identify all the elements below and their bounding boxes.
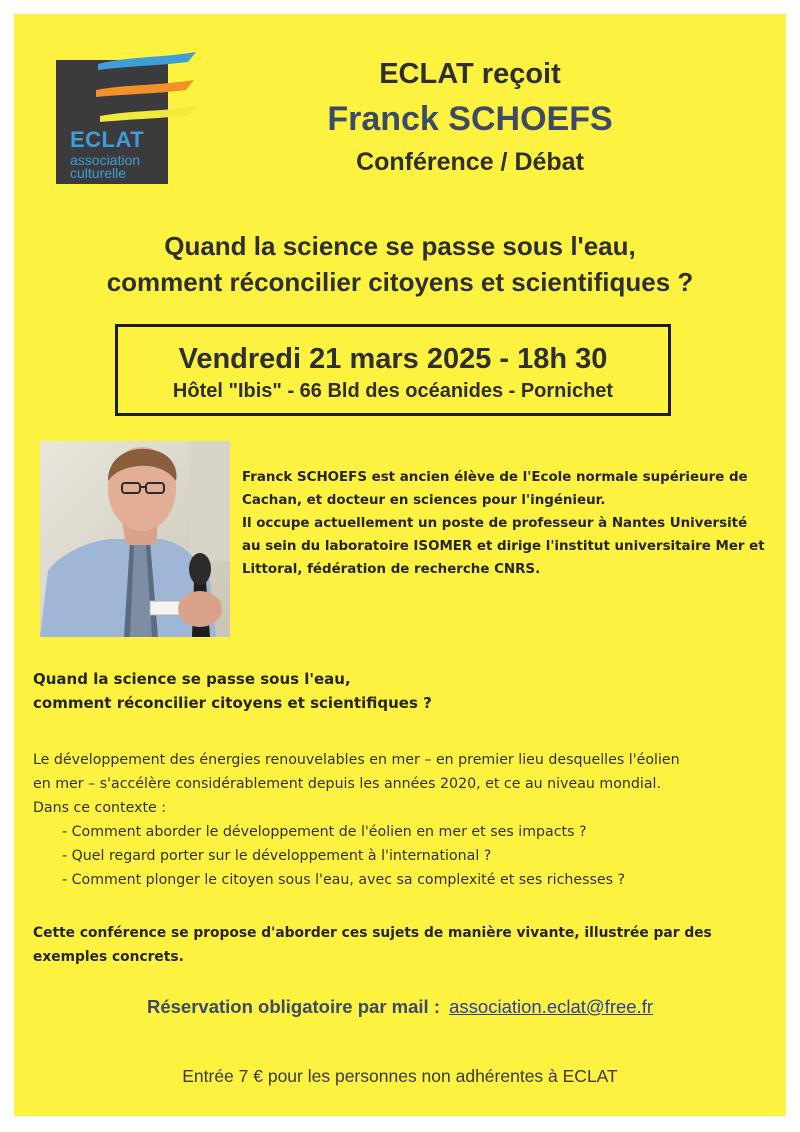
logo-name: ECLAT — [70, 127, 145, 152]
bullet-item: - Comment plonger le citoyen sous l'eau, avec sa complexité et ses richesses ? — [62, 872, 626, 888]
bio-line: Il occupe actuellement un poste de professeur à Nantes Université — [242, 516, 748, 531]
speaker-bio — [242, 466, 772, 581]
header-event-type: Conférence / Débat — [356, 148, 584, 176]
event-venue: Hôtel "Ibis" - 66 Bld des océanides - Pornichet — [172, 380, 614, 402]
logo-subtitle-2: culturelle — [70, 165, 127, 181]
bullet-item: - Comment aborder le développement de l'éolien en mer et ses impacts ? — [62, 824, 587, 840]
body-paragraph-line: Dans ce contexte : — [33, 800, 167, 816]
entry-fee: Entrée 7 € pour les personnes non adhérentes à ECLAT — [182, 1066, 618, 1086]
bio-line: Franck SCHOEFS est ancien élève de l'Ecole normale supérieure de — [242, 470, 748, 485]
reservation-label: Réservation obligatoire par mail : — [146, 996, 440, 1017]
bio-line: au sein du laboratoire ISOMER et dirige l'institut universitaire Mer et — [242, 539, 765, 554]
bullet-item: - Quel regard porter sur le développement à l'international ? — [62, 848, 492, 864]
header-host: ECLAT reçoit — [379, 58, 561, 90]
reservation-email-link[interactable]: association.eclat@free.fr — [449, 996, 653, 1017]
main-title-line-1: Quand la science se passe sous l'eau, — [164, 231, 636, 261]
event-date-time: Vendredi 21 mars 2025 - 18h 30 — [178, 343, 608, 375]
body-subtitle-line-2: comment réconcilier citoyens et scientifiques ? — [33, 694, 432, 712]
speaker-photo — [40, 441, 230, 637]
bio-line: Littoral, fédération de recherche CNRS. — [242, 562, 541, 577]
event-info-box — [115, 324, 671, 416]
conclusion-line: Cette conférence se propose d'aborder ces sujets de manière vivante, illustrée par des — [33, 925, 712, 941]
reservation-line — [0, 996, 800, 1018]
bio-line: Cachan, et docteur en sciences pour l'ingénieur. — [242, 493, 606, 508]
body-paragraph-line: en mer – s'accélère considérablement depuis les années 2020, et ce au niveau mondial. — [33, 776, 662, 792]
main-title-line-2: comment réconcilier citoyens et scientifiques ? — [106, 267, 694, 297]
body-paragraph-line: Le développement des énergies renouvelables en mer – en premier lieu desquelles l'éolien — [33, 752, 680, 768]
logo-waves-icon — [56, 42, 206, 132]
logo-subtitle-1: association — [70, 152, 141, 168]
conclusion-line: exemples concrets. — [33, 949, 184, 965]
body-subtitle-line-1: Quand la science se passe sous l'eau, — [33, 670, 351, 688]
header-speaker: Franck SCHOEFS — [327, 100, 613, 138]
